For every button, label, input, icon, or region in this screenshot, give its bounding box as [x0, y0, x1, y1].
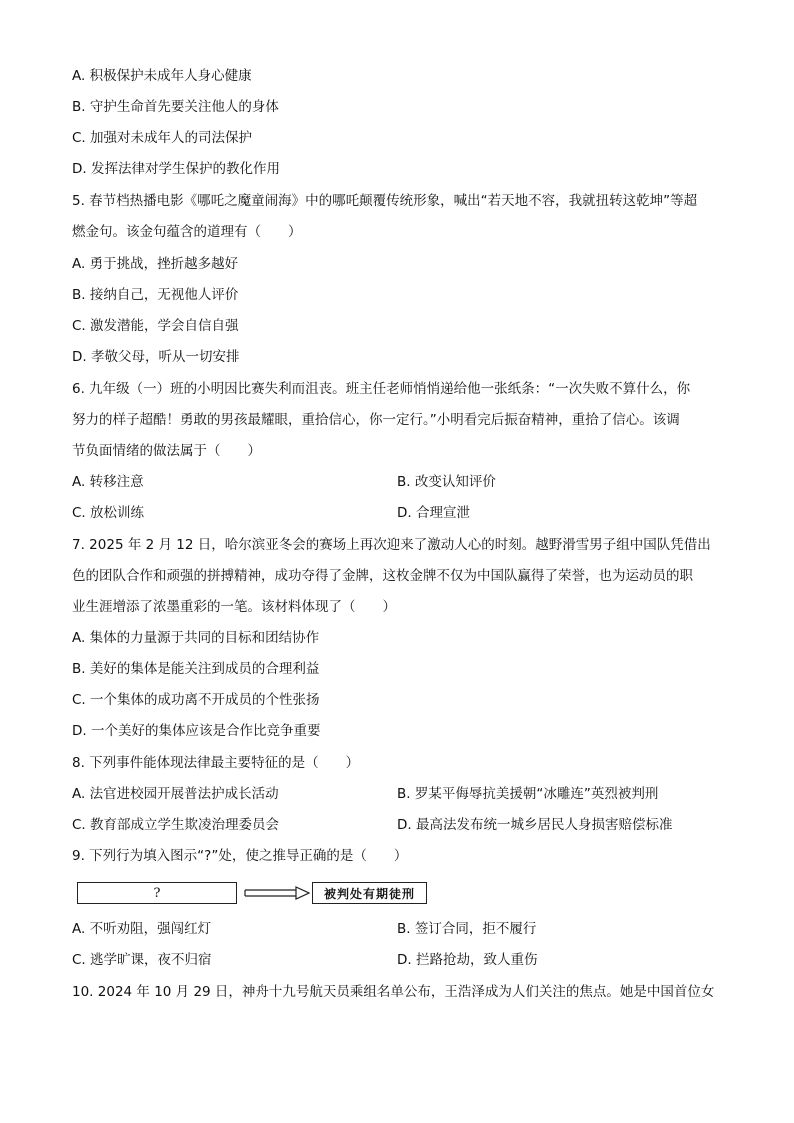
right-arrow-icon — [244, 886, 310, 900]
q7-stem-line-1: 7. 2025 年 2 月 12 日，哈尔滨亚冬会的赛场上再次迎来了激动人心的时刻。越野滑雪男子组中国队凭借出 — [72, 537, 711, 553]
q7-option-b: B. 美好的集体是能关注到成员的合理利益 — [72, 661, 320, 677]
q9-option-c: C. 逃学旷课，夜不归宿 — [72, 952, 212, 968]
q9-diagram-right-box — [312, 882, 427, 904]
q7-option-a: A. 集体的力量源于共同的目标和团结协作 — [72, 630, 320, 646]
q9-option-d: D. 拦路抢劫，致人重伤 — [397, 952, 538, 968]
q4-option-a: A. 积极保护未成年人身心健康 — [72, 68, 252, 84]
q8-stem-line-1: 8. 下列事件能体现法律最主要特征的是（ ） — [72, 755, 360, 771]
q9-option-a: A. 不听劝阻，强闯红灯 — [72, 921, 212, 937]
q9-diagram-result-text: 被判处有期徒刑 — [323, 886, 415, 901]
q5-option-d: D. 孝敬父母，听从一切安排 — [72, 349, 240, 365]
q6-option-c: C. 放松训练 — [72, 505, 145, 521]
q5-option-a: A. 勇于挑战，挫折越多越好 — [72, 256, 239, 272]
q6-option-d: D. 合理宣泄 — [397, 505, 470, 521]
q9-option-b: B. 签订合同，拒不履行 — [397, 921, 537, 937]
q7-stem-line-3: 业生涯增添了浓墨重彩的一笔。该材料体现了（ ） — [72, 599, 396, 615]
q5-option-b: B. 接纳自己，无视他人评价 — [72, 287, 239, 303]
q6-stem-line-2: 努力的样子超酷！勇敢的男孩最耀眼，重拾信心，你一定行。”小明看完后振奋精神，重拾了信心。该调 — [72, 412, 680, 428]
q5-option-c: C. 激发潜能，学会自信自强 — [72, 318, 239, 334]
q5-stem-line-1: 5. 春节档热播电影《哪吒之魔童闹海》中的哪吒颠覆传统形象，喊出“若天地不容，我就扭转这乾坤”等超 — [72, 193, 698, 209]
q4-option-c: C. 加强对未成年人的司法保护 — [72, 130, 253, 146]
q8-option-c: C. 教育部成立学生欺凌治理委员会 — [72, 817, 280, 833]
q7-option-d: D. 一个美好的集体应该是合作比竞争重要 — [72, 723, 321, 739]
q7-stem-line-2: 色的团队合作和顽强的拼搏精神，成功夺得了金牌，这枚金牌不仅为中国队赢得了荣誉，也为运动员的职 — [72, 568, 693, 584]
q6-stem-line-3: 节负面情绪的做法属于（ ） — [72, 443, 261, 459]
q8-option-b: B. 罗某平侮辱抗美援朝“冰雕连”英烈被判刑 — [397, 786, 659, 802]
q4-option-d: D. 发挥法律对学生保护的教化作用 — [72, 161, 280, 177]
q9-diagram-question-mark: ? — [153, 885, 161, 901]
q6-option-b: B. 改变认知评价 — [397, 474, 496, 490]
q6-option-a: A. 转移注意 — [72, 474, 144, 490]
q9-stem-line-1: 9. 下列行为填入图示“?”处，使之推导正确的是（ ） — [72, 848, 408, 864]
q4-option-b: B. 守护生命首先要关注他人的身体 — [72, 99, 279, 115]
q6-stem-line-1: 6. 九年级（一）班的小明因比赛失利而沮丧。班主任老师悄悄递给他一张纸条：“一次失败不算什么，你 — [72, 381, 691, 397]
q8-option-d: D. 最高法发布统一城乡居民人身损害赔偿标准 — [397, 817, 673, 833]
q7-option-c: C. 一个集体的成功离不开成员的个性张扬 — [72, 692, 320, 708]
q9-diagram-left-box — [77, 882, 237, 904]
q10-stem-line-1: 10. 2024 年 10 月 29 日，神舟十九号航天员乘组名单公布，王浩泽成为人们关注的焦点。她是中国首位女 — [72, 984, 715, 1000]
q5-stem-line-2: 燃金句。该金句蕴含的道理有（ ） — [72, 224, 302, 240]
q8-option-a: A. 法官进校园开展普法护成长活动 — [72, 786, 279, 802]
